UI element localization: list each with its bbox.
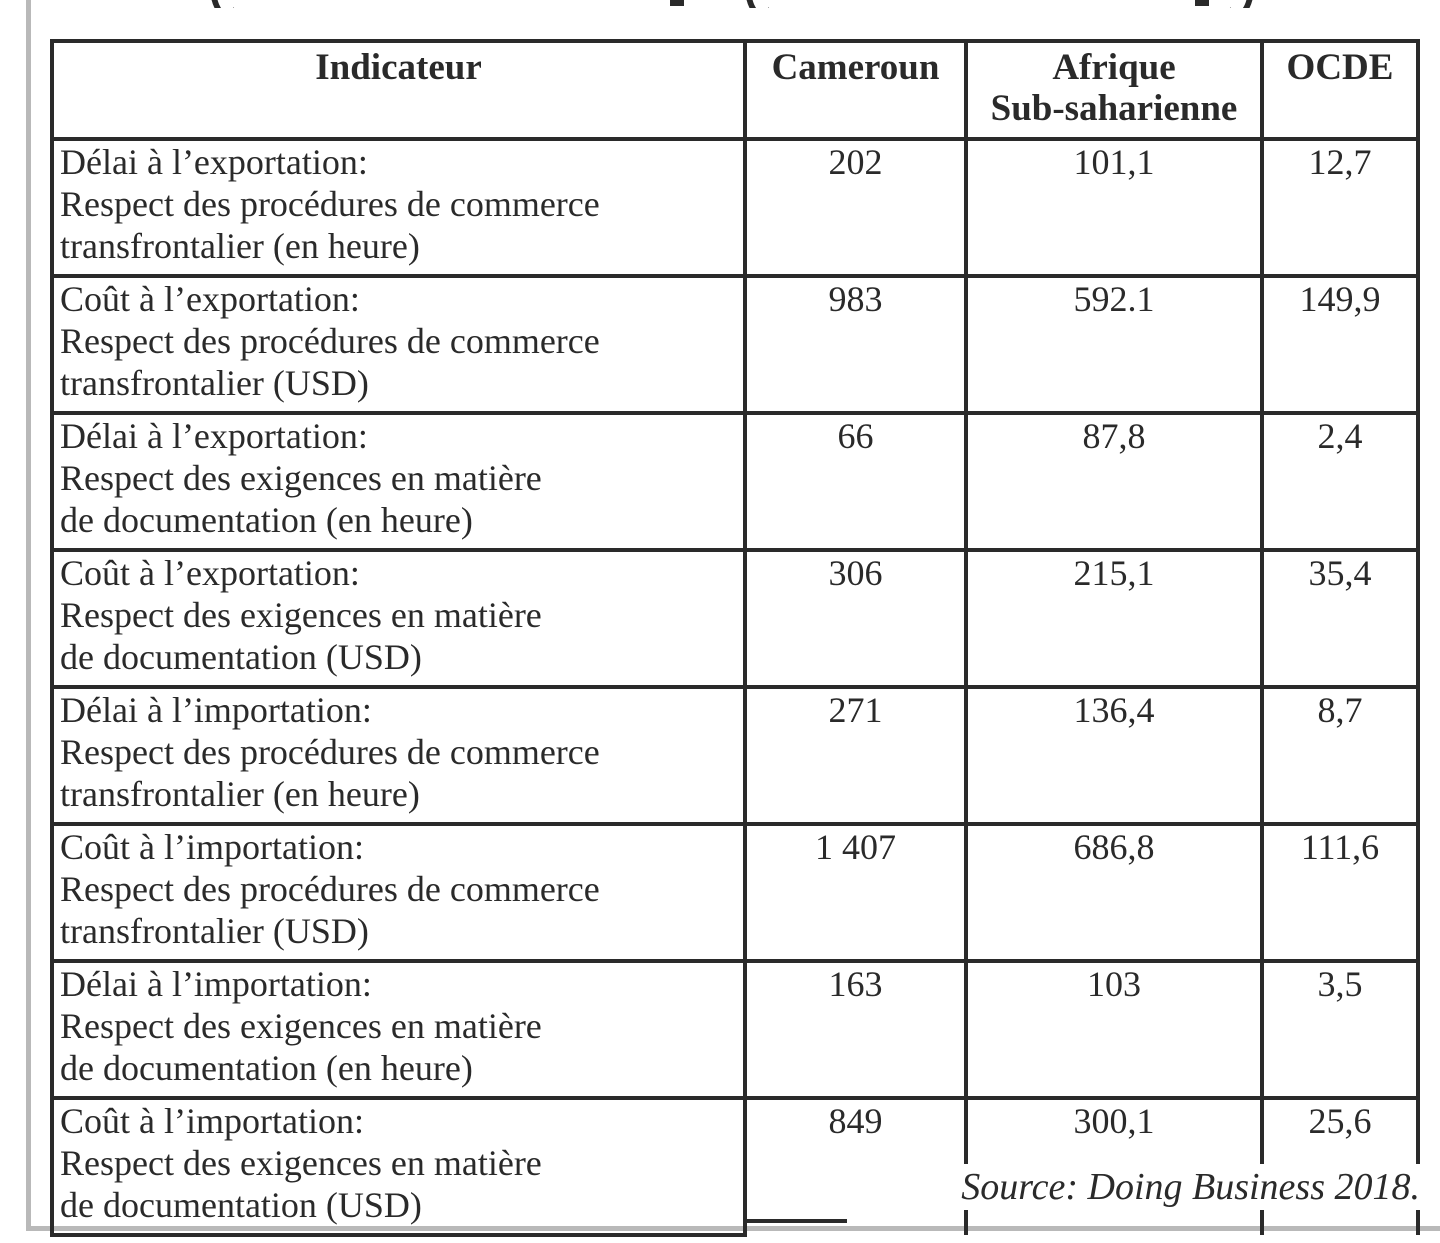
cameroun-value: 66: [745, 413, 966, 550]
page-frame-left: [26, 0, 31, 1230]
indicator-table: [50, 39, 1420, 1237]
cameroun-value: 849: [745, 1098, 966, 1235]
indicator-line: Respect des exigences en matière: [60, 458, 542, 498]
afrique-value: 592.1: [966, 276, 1262, 413]
ocde-value: 3,5: [1262, 961, 1418, 1098]
indicator-line: Coût à l’importation:: [60, 1101, 364, 1141]
indicator-line: Respect des procédures de commerce: [60, 184, 600, 224]
indicator-line: Délai à l’importation:: [60, 690, 372, 730]
afrique-value: 300,1: [966, 1098, 1262, 1235]
cameroun-value: 271: [745, 687, 966, 824]
indicator-line: transfrontalier (en heure): [60, 774, 420, 814]
header-afrique-line2: Sub-saharienne: [990, 88, 1238, 129]
ocde-value: 111,6: [1262, 824, 1418, 961]
last-row-partial-rule: [743, 1219, 847, 1223]
afrique-value: 215,1: [966, 550, 1262, 687]
indicator-line: Délai à l’importation:: [60, 964, 372, 1004]
table-row: [52, 139, 1418, 276]
header-cameroun: Cameroun: [745, 41, 966, 139]
indicator-line: Respect des procédures de commerce: [60, 732, 600, 772]
indicator-line: transfrontalier (USD): [60, 363, 369, 403]
indicator-line: Coût à l’importation:: [60, 827, 364, 867]
indicator-cell: [52, 961, 745, 1098]
table-row: [52, 961, 1418, 1098]
indicator-line: Respect des exigences en matière: [60, 1006, 542, 1046]
indicator-line: de documentation (USD): [60, 637, 422, 677]
indicator-line: Délai à l’exportation:: [60, 142, 368, 182]
table-row: [52, 550, 1418, 687]
header-afrique-sub-saharienne: [966, 41, 1262, 139]
afrique-value: 101,1: [966, 139, 1262, 276]
indicator-cell: [52, 824, 745, 961]
indicator-line: de documentation (en heure): [60, 500, 473, 540]
afrique-value: 87,8: [966, 413, 1262, 550]
ocde-value: 149,9: [1262, 276, 1418, 413]
ocde-value: 8,7: [1262, 687, 1418, 824]
indicator-line: transfrontalier (USD): [60, 911, 369, 951]
ocde-value: 12,7: [1262, 139, 1418, 276]
ocde-value: 35,4: [1262, 550, 1418, 687]
cameroun-value: 306: [745, 550, 966, 687]
indicator-line: Coût à l’exportation:: [60, 553, 360, 593]
indicator-line: Respect des procédures de commerce: [60, 321, 600, 361]
indicator-line: Respect des exigences en matière: [60, 595, 542, 635]
indicator-line: Respect des procédures de commerce: [60, 869, 600, 909]
ocde-value: 25,6: [1262, 1098, 1418, 1235]
indicator-line: de documentation (USD): [60, 1185, 422, 1225]
cameroun-value: 163: [745, 961, 966, 1098]
afrique-value: 686,8: [966, 824, 1262, 961]
table-row: [52, 824, 1418, 961]
cameroun-value: 1 407: [745, 824, 966, 961]
table-header-row: [52, 41, 1418, 139]
afrique-value: 136,4: [966, 687, 1262, 824]
afrique-value: 103: [966, 961, 1262, 1098]
indicator-cell: [52, 413, 745, 550]
header-afrique-line1: Afrique: [1052, 47, 1176, 88]
table-row: [52, 276, 1418, 413]
indicator-line: Coût à l’exportation:: [60, 279, 360, 319]
indicator-cell: [52, 276, 745, 413]
indicator-line: de documentation (en heure): [60, 1048, 473, 1088]
header-indicateur: Indicateur: [52, 41, 745, 139]
cropped-title-fragment: [190, 0, 1260, 8]
cameroun-value: 983: [745, 276, 966, 413]
table-row: [52, 413, 1418, 550]
indicator-cell: [52, 687, 745, 824]
indicator-cell: [52, 1098, 745, 1235]
indicator-line: Délai à l’exportation:: [60, 416, 368, 456]
cameroun-value: 202: [745, 139, 966, 276]
indicator-line: Respect des exigences en matière: [60, 1143, 542, 1183]
indicator-line: transfrontalier (en heure): [60, 226, 420, 266]
source-note: Source: Doing Business 2018.: [955, 1164, 1420, 1210]
table-row: [52, 687, 1418, 824]
ocde-value: 2,4: [1262, 413, 1418, 550]
indicator-cell: [52, 550, 745, 687]
indicator-cell: [52, 139, 745, 276]
header-ocde: OCDE: [1262, 41, 1418, 139]
